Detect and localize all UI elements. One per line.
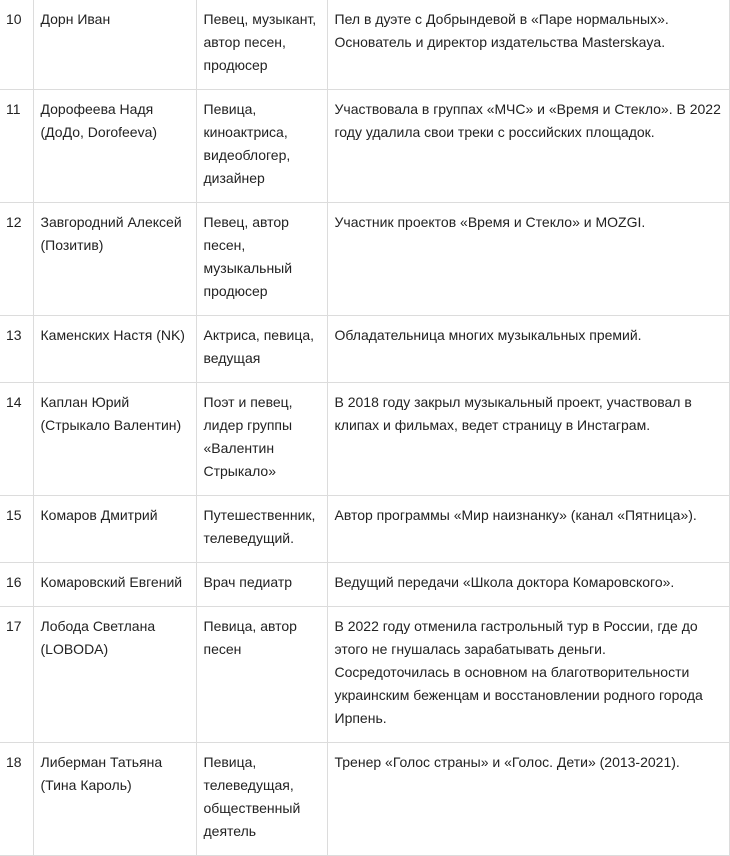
person-name: Каплан Юрий (Стрыкало Валентин) <box>33 383 196 496</box>
person-name: Комаровский Евгений <box>33 563 196 607</box>
person-note: Участник проектов «Время и Стекло» и MOZGI. <box>327 203 729 316</box>
person-name: Либерман Татьяна (Тина Кароль) <box>33 743 196 856</box>
person-note: В 2018 году закрыл музыкальный проект, участвовал в клипах и фильмах, ведет страницу в Инстаграм. <box>327 383 729 496</box>
table-row <box>0 563 729 607</box>
person-name: Комаров Дмитрий <box>33 496 196 563</box>
person-role: Актриса, певица, ведущая <box>196 316 327 383</box>
person-note: Тренер «Голос страны» и «Голос. Дети» (2013-2021). <box>327 743 729 856</box>
table-row <box>0 0 729 90</box>
person-role: Певица, телеведущая, общественный деятель <box>196 743 327 856</box>
person-name: Дорн Иван <box>33 0 196 90</box>
person-role: Певица, автор песен <box>196 607 327 743</box>
row-number: 12 <box>0 203 33 316</box>
row-number: 14 <box>0 383 33 496</box>
row-number: 15 <box>0 496 33 563</box>
person-note: Автор программы «Мир наизнанку» (канал «Пятница»). <box>327 496 729 563</box>
person-role: Певец, автор песен, музыкальный продюсер <box>196 203 327 316</box>
row-number: 11 <box>0 90 33 203</box>
person-note: Пел в дуэте с Добрындевой в «Паре нормальных». Основатель и директор издательства Masterskaya. <box>327 0 729 90</box>
row-number: 10 <box>0 0 33 90</box>
person-name: Дорофеева Надя (ДоДо, Dorofeeva) <box>33 90 196 203</box>
person-name: Каменских Настя (NK) <box>33 316 196 383</box>
row-number: 13 <box>0 316 33 383</box>
table-row <box>0 607 729 743</box>
table-row <box>0 743 729 856</box>
table-row <box>0 203 729 316</box>
table-row <box>0 90 729 203</box>
table-row <box>0 383 729 496</box>
person-note: В 2022 году отменила гастрольный тур в России, где до этого не гнушалась зарабатывать деньги. Сосредоточилась в основном на благотворительности украинским беженцам и восстановлении родного города Ирпень. <box>327 607 729 743</box>
person-role: Врач педиатр <box>196 563 327 607</box>
person-role: Путешественник, телеведущий. <box>196 496 327 563</box>
row-number: 17 <box>0 607 33 743</box>
person-name: Лобода Светлана (LOBODA) <box>33 607 196 743</box>
person-note: Обладательница многих музыкальных премий. <box>327 316 729 383</box>
row-number: 16 <box>0 563 33 607</box>
person-role: Поэт и певец, лидер группы «Валентин Стрыкало» <box>196 383 327 496</box>
person-note: Участвовала в группах «МЧС» и «Время и Стекло». В 2022 году удалила свои треки с российских площадок. <box>327 90 729 203</box>
person-name: Завгородний Алексей (Позитив) <box>33 203 196 316</box>
table-row <box>0 316 729 383</box>
person-role: Певец, музыкант, автор песен, продюсер <box>196 0 327 90</box>
table-row <box>0 496 729 563</box>
row-number: 18 <box>0 743 33 856</box>
person-role: Певица, киноактриса, видеоблогер, дизайнер <box>196 90 327 203</box>
person-note: Ведущий передачи «Школа доктора Комаровского». <box>327 563 729 607</box>
